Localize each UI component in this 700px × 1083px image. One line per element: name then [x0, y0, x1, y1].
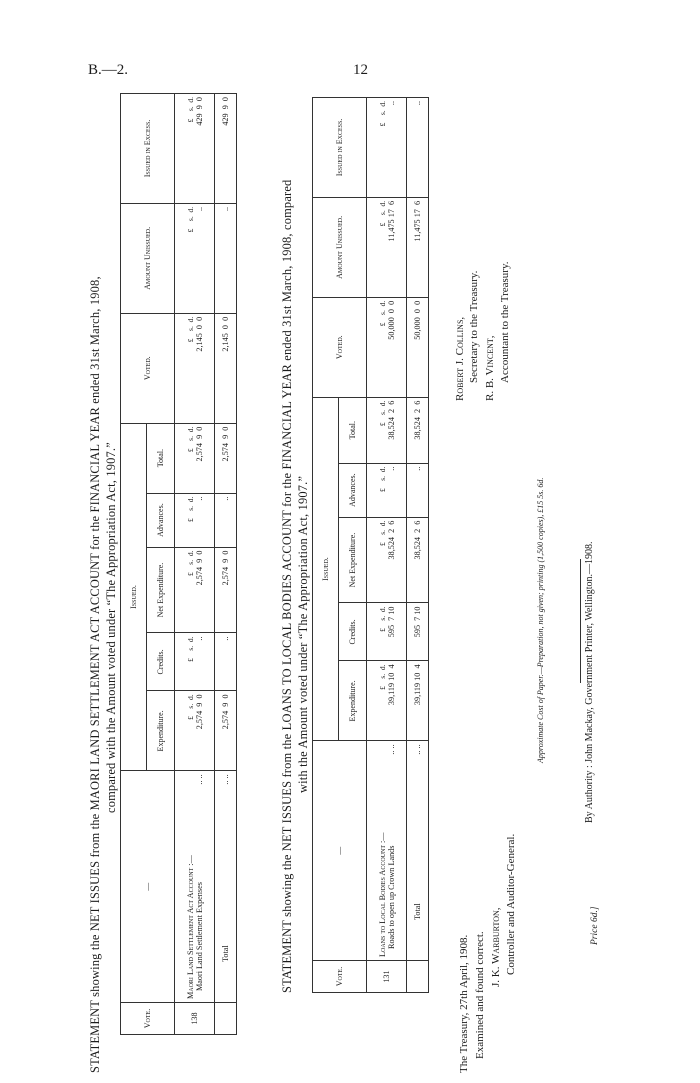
total-amount-unissued: ..: [215, 203, 237, 313]
units-label: £ s. d.: [185, 550, 195, 576]
issued-header: Issued.: [313, 397, 339, 741]
units-label: £ s. d.: [185, 426, 195, 453]
units-label: £ s. d.: [377, 466, 387, 493]
account-name: Maori Land Settlement Act Account :—: [185, 855, 195, 1000]
total-advances: ..: [215, 493, 237, 547]
total-row: [407, 98, 429, 993]
total-row: [215, 94, 237, 1035]
statement2-table: [312, 97, 429, 993]
units-label: £ s. d.: [377, 200, 387, 227]
leader-dots: .. ..: [386, 744, 396, 755]
total-voted: 50,000 0 0: [407, 297, 429, 397]
accountant-title: Accountant to the Treasury.: [499, 261, 511, 383]
date-line: The Treasury, 27th April, 1908.: [458, 934, 470, 1073]
cell-advances: ..: [386, 466, 396, 471]
issued-in-excess-header: Issued in Excess.: [121, 94, 175, 204]
cell-total: 2,574 9 0: [194, 426, 204, 462]
expenditure-header: Expenditure.: [339, 661, 367, 741]
total-net-expenditure: 2,574 9 0: [215, 547, 237, 633]
total-net-expenditure: 38,524 2 6: [407, 517, 429, 603]
cell-voted: 50,000 0 0: [386, 300, 396, 340]
vote-header: Vote.: [313, 961, 367, 993]
cell-expenditure: 2,574 9 0: [194, 694, 204, 730]
leader-dots: .. ..: [413, 744, 422, 755]
issued-header: Issued.: [121, 423, 147, 771]
description-header: —: [121, 771, 175, 1003]
cell-credits: 595 7 10: [386, 606, 396, 638]
total-header: Total.: [339, 397, 367, 463]
voted-header: Voted.: [121, 313, 175, 423]
cell-issued-in-excess: ..: [386, 101, 396, 106]
units-label: £ s. d.: [377, 101, 387, 127]
cell-amount-unissued: 11,475 17 6: [386, 200, 396, 242]
net-expenditure-header: Net Expenditure.: [339, 517, 367, 603]
total-advances: ..: [407, 463, 429, 517]
auditor-name: J. K. Warburton,: [490, 907, 502, 987]
voted-header: Voted.: [313, 297, 367, 397]
authority-line: By Authority : John Mackay, Government Printer, Wellington.—1908.: [584, 541, 595, 823]
total-issued-in-excess: ..: [407, 98, 429, 198]
statement1-table: [120, 93, 237, 1035]
units-label: £ s. d.: [185, 694, 195, 720]
vote-header: Vote.: [121, 1003, 175, 1035]
cell-expenditure: 39,119 10 4: [386, 664, 396, 706]
account-name: Loans to Local Bodies Account :—: [377, 832, 387, 958]
statement2-title: STATEMENT showing the NET ISSUES from the LOANS TO LOCAL BODIES ACCOUNT for the FINANCIAL YEAR ended 31st March, 1908, compared: [280, 179, 294, 993]
total-credits: ..: [215, 633, 237, 691]
total-total: 38,524 2 6: [407, 397, 429, 463]
total-label: Total: [413, 903, 422, 921]
examined-note: Examined and found correct.: [474, 931, 486, 1059]
units-label: £ s. d.: [377, 606, 387, 632]
cell-advances: ..: [194, 496, 204, 501]
item-description: Roads to open up Crown Lands .. ..: [386, 744, 396, 950]
total-total: 2,574 9 0: [215, 423, 237, 493]
cell-net-expenditure: 38,524 2 6: [386, 520, 396, 560]
accountant-name: R. B. Vincent,: [484, 335, 496, 401]
statement1-title: STATEMENT showing the NET ISSUES from the MAORI LAND SETTLEMENT ACT ACCOUNT for the FINANCIAL YEAR ended 31st March, 1908,: [88, 276, 102, 1073]
price-note: Price 6d.]: [590, 906, 600, 945]
vote-number: 138: [175, 1003, 215, 1035]
secretary-name: Robert J. Collins,: [454, 316, 466, 401]
credits-header: Credits.: [147, 633, 175, 691]
total-label: Total: [221, 945, 230, 963]
cell-amount-unissued: ..: [194, 206, 204, 212]
table-row: [175, 94, 215, 1035]
units-label: £ s. d.: [377, 520, 387, 547]
cell-credits: ..: [194, 636, 204, 641]
units-label: £ s. d.: [185, 97, 195, 123]
table-row: [367, 98, 407, 993]
cell-total: 38,524 2 6: [386, 400, 396, 440]
item-description: Maori Land Settlement Expenses .. ..: [194, 774, 204, 992]
advances-header: Advances.: [147, 493, 175, 547]
authority-rule: [580, 559, 581, 683]
units-label: £ s. d.: [185, 496, 195, 522]
issued-in-excess-header: Issued in Excess.: [313, 98, 367, 198]
vote-number: 131: [367, 961, 407, 993]
page-number: 12: [353, 62, 368, 78]
cell-issued-in-excess: 429 9 0: [194, 97, 204, 126]
leader-dots: .. ..: [194, 774, 204, 785]
units-label: £ s. d.: [377, 664, 387, 690]
statement2-subtitle: with the Amount voted under “The Appropriation Act, 1907.”: [296, 475, 310, 793]
total-voted: 2,145 0 0: [215, 313, 237, 423]
total-issued-in-excess: 429 9 0: [215, 94, 237, 204]
total-expenditure: 2,574 9 0: [215, 691, 237, 771]
units-label: £ s. d.: [377, 300, 387, 327]
auditor-title: Controller and Auditor-General.: [505, 833, 517, 975]
expenditure-header: Expenditure.: [147, 691, 175, 771]
description-header: —: [313, 741, 367, 961]
units-label: £ s. d.: [377, 400, 387, 427]
amount-unissued-header: Amount Unissued.: [121, 203, 175, 313]
cell-voted: 2,145 0 0: [194, 316, 204, 352]
cost-note: Approximate Cost of Paper.—Preparation, not given; printing (1,500 copies), £15 5s. 6d.: [536, 477, 545, 763]
amount-unissued-header: Amount Unissued.: [313, 197, 367, 297]
statement1-subtitle: compared with the Amount voted under “The Appropriation Act, 1907.”: [104, 442, 118, 813]
units-label: £ s. d.: [185, 636, 195, 662]
net-expenditure-header: Net Expenditure.: [147, 547, 175, 633]
credits-header: Credits.: [339, 603, 367, 661]
leader-dots: .. ..: [221, 774, 230, 785]
units-label: £ s. d.: [185, 316, 195, 343]
total-amount-unissued: 11,475 17 6: [407, 197, 429, 297]
secretary-title: Secretary to the Treasury.: [468, 270, 480, 383]
total-credits: 595 7 10: [407, 603, 429, 661]
report-reference: B.—2.: [88, 62, 129, 78]
total-header: Total.: [147, 423, 175, 493]
cell-net-expenditure: 2,574 9 0: [194, 550, 204, 586]
advances-header: Advances.: [339, 463, 367, 517]
units-label: £ s. d.: [185, 206, 195, 233]
total-expenditure: 39,119 10 4: [407, 661, 429, 741]
